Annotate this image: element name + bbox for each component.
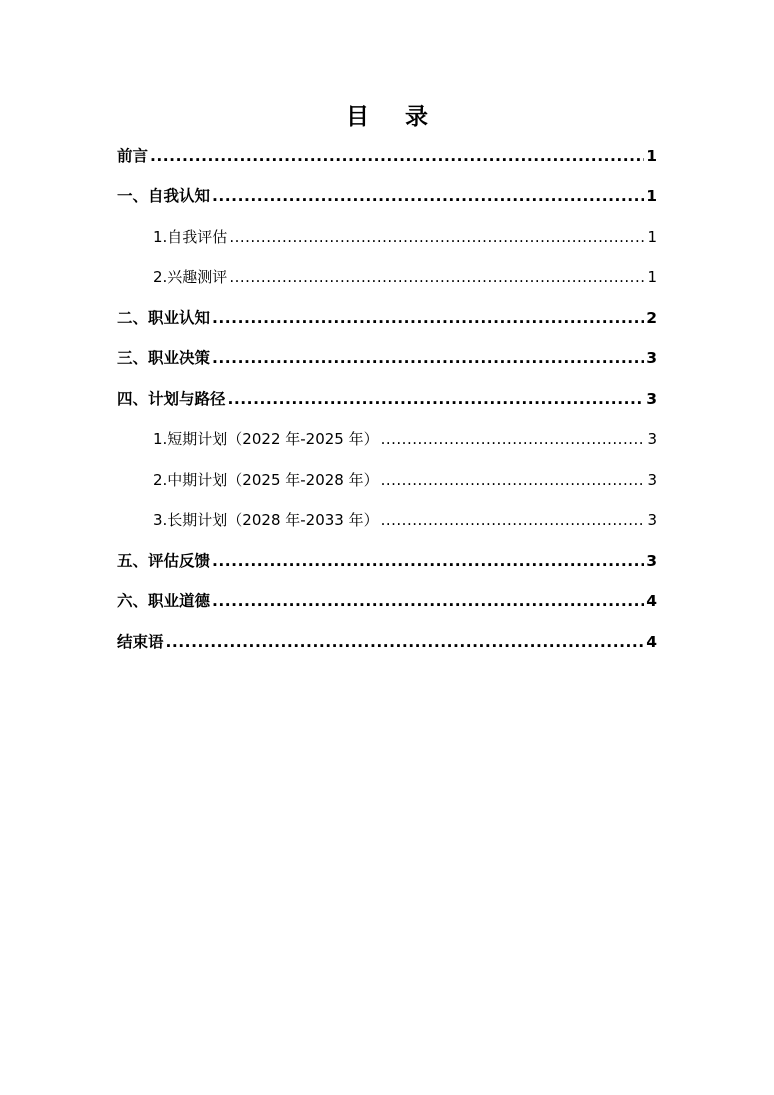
toc-leader-dots <box>381 508 646 532</box>
toc-entry-career-awareness[interactable] <box>117 306 657 330</box>
toc-entry-plan-and-path[interactable] <box>117 387 657 411</box>
toc-entry-long-term-plan[interactable] <box>153 508 657 532</box>
toc-leader-dots <box>229 225 645 249</box>
toc-page-number: 1 <box>646 147 657 165</box>
toc-page-number: 3 <box>647 511 657 529</box>
toc-leader-dots <box>212 589 644 613</box>
toc-entry-career-decision[interactable] <box>117 346 657 370</box>
toc-entry-mid-term-plan[interactable] <box>153 468 657 492</box>
toc-page-number: 4 <box>646 633 657 651</box>
toc-entry-label: 1.自我评估 <box>153 228 228 246</box>
toc-entry-short-term-plan[interactable] <box>153 427 657 451</box>
toc-leader-dots <box>212 346 644 370</box>
toc-entry-label: 四、计划与路径 <box>117 390 226 408</box>
toc-entry-label: 2.兴趣测评 <box>153 268 228 286</box>
toc-entry-label: 五、评估反馈 <box>117 552 211 570</box>
toc-page-number: 3 <box>646 552 657 570</box>
toc-entry-self-assessment[interactable] <box>153 225 657 249</box>
toc-page-number: 4 <box>646 592 657 610</box>
toc-entry-label: 二、职业认知 <box>117 309 211 327</box>
toc-entry-label: 结束语 <box>117 633 164 651</box>
toc-leader-dots <box>381 427 646 451</box>
toc-entry-label: 三、职业决策 <box>117 349 211 367</box>
toc-page-number: 3 <box>646 349 657 367</box>
toc-entry-self-awareness[interactable] <box>117 184 657 208</box>
toc-page-number: 3 <box>647 430 657 448</box>
toc-entry-preface[interactable] <box>117 144 657 168</box>
toc-entry-evaluation-feedback[interactable] <box>117 549 657 573</box>
toc-entry-label: 2.中期计划（2025 年-2028 年） <box>153 471 379 489</box>
toc-page-number: 1 <box>647 268 657 286</box>
toc-entry-label: 3.长期计划（2028 年-2033 年） <box>153 511 379 529</box>
toc-page-number: 1 <box>647 228 657 246</box>
toc-title: 目 录 <box>345 104 442 130</box>
toc-leader-dots <box>212 549 644 573</box>
toc-entry-label: 前言 <box>117 147 149 165</box>
toc-page-number: 3 <box>647 471 657 489</box>
toc-entry-label: 六、职业道德 <box>117 592 211 610</box>
toc-entry-professional-ethics[interactable] <box>117 589 657 613</box>
toc-entry-conclusion[interactable] <box>117 630 657 654</box>
toc-page-number: 3 <box>646 390 657 408</box>
toc-leader-dots <box>228 387 645 411</box>
toc-leader-dots <box>166 630 645 654</box>
toc-leader-dots <box>150 144 644 168</box>
toc-page-number: 2 <box>646 309 657 327</box>
toc-page-number: 1 <box>646 187 657 205</box>
toc-entry-interest-test[interactable] <box>153 265 657 289</box>
toc-leader-dots <box>212 306 644 330</box>
toc-entry-label: 1.短期计划（2022 年-2025 年） <box>153 430 379 448</box>
toc-leader-dots <box>212 184 644 208</box>
toc-leader-dots <box>381 468 646 492</box>
toc-leader-dots <box>229 265 645 289</box>
toc-entry-label: 一、自我认知 <box>117 187 211 205</box>
